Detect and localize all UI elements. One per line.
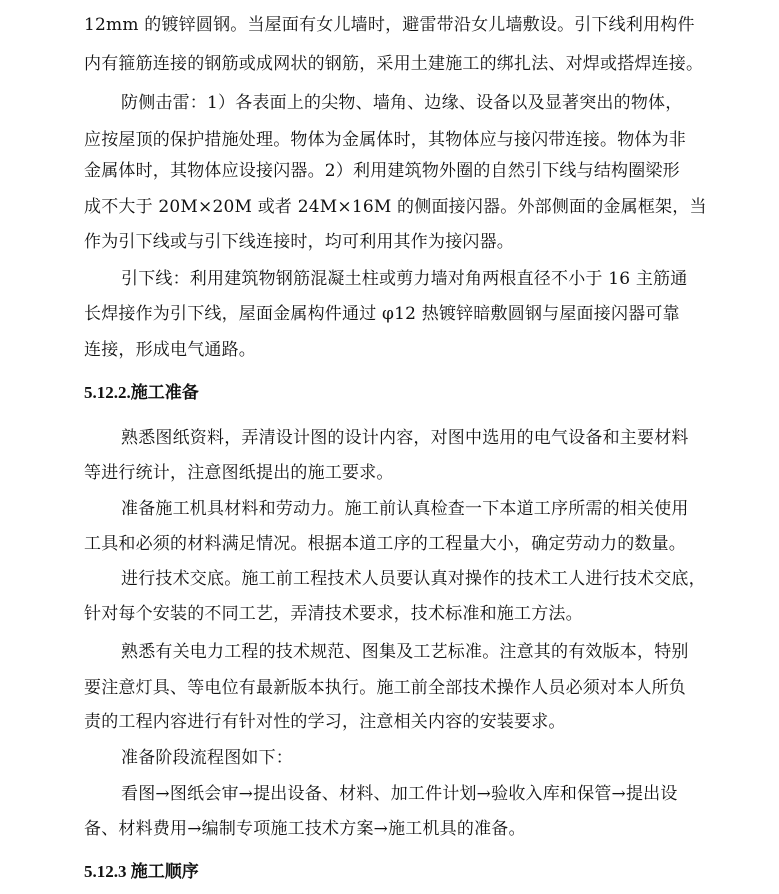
paragraph-line: 应按屋顶的保护措施处理。物体为金属体时，其物体应与接闪带连接。物体为非	[84, 130, 686, 150]
paragraph-line: 引下线：利用建筑物钢筋混凝土柱或剪力墙对角两根直径不小于 16 主筋通	[121, 269, 688, 289]
paragraph-line: 内有箍筋连接的钢筋或成网状的钢筋，采用土建施工的绑扎法、对焊或搭焊连接。	[84, 54, 704, 74]
paragraph-line: 熟悉有关电力工程的技术规范、图集及工艺标准。注意其的有效版本，特别	[121, 642, 689, 662]
flow-line: 备、材料费用→编制专项施工技术方案→施工机具的准备。	[84, 819, 526, 839]
paragraph-line: 准备施工机具材料和劳动力。施工前认真检查一下本道工序所需的相关使用	[121, 499, 689, 519]
paragraph-line: 准备阶段流程图如下：	[121, 748, 293, 768]
paragraph-line: 等进行统计，注意图纸提出的施工要求。	[84, 463, 394, 483]
paragraph-line: 12mm 的镀锌圆钢。当屋面有女儿墙时，避雷带沿女儿墙敷设。引下线利用构件	[84, 15, 695, 35]
paragraph-line: 作为引下线或与引下线连接时，均可利用其作为接闪器。	[84, 232, 514, 252]
paragraph-line: 针对每个安装的不同工艺，弄清技术要求，技术标准和施工方法。	[84, 604, 583, 624]
flow-line: 看图→图纸会审→提出设备、材料、加工件计划→验收入库和保管→提出设	[121, 784, 678, 804]
paragraph-line: 熟悉图纸资料，弄清设计图的设计内容，对图中选用的电气设备和主要材料	[121, 428, 689, 448]
paragraph-line: 金属体时，其物体应设接闪器。2）利用建筑物外圈的自然引下线与结构圈梁形	[84, 161, 680, 181]
paragraph-line: 工具和必须的材料满足情况。根据本道工序的工程量大小，确定劳动力的数量。	[84, 534, 686, 554]
paragraph-line: 连接，形成电气通路。	[84, 340, 256, 360]
paragraph-line: 长焊接作为引下线，屋面金属构件通过 φ12 热镀锌暗敷圆钢与屋面接闪器可靠	[84, 304, 680, 324]
paragraph-line: 要注意灯具、等电位有最新版本执行。施工前全部技术操作人员必须对本人所负	[84, 678, 686, 698]
section-heading: 5.12.3 施工顺序	[84, 862, 199, 881]
paragraph-line: 防侧击雷：1）各表面上的尖物、墙角、边缘、设备以及显著突出的物体，	[121, 93, 683, 113]
paragraph-line: 责的工程内容进行有针对性的学习，注意相关内容的安装要求。	[84, 712, 566, 732]
paragraph-line: 进行技术交底。施工前工程技术人员要认真对操作的技术工人进行技术交底，	[121, 569, 706, 589]
paragraph-line: 成不大于 20M×20M 或者 24M×16M 的侧面接闪器。外部侧面的金属框架，当	[84, 197, 707, 217]
section-heading: 5.12.2.施工准备	[84, 383, 199, 402]
